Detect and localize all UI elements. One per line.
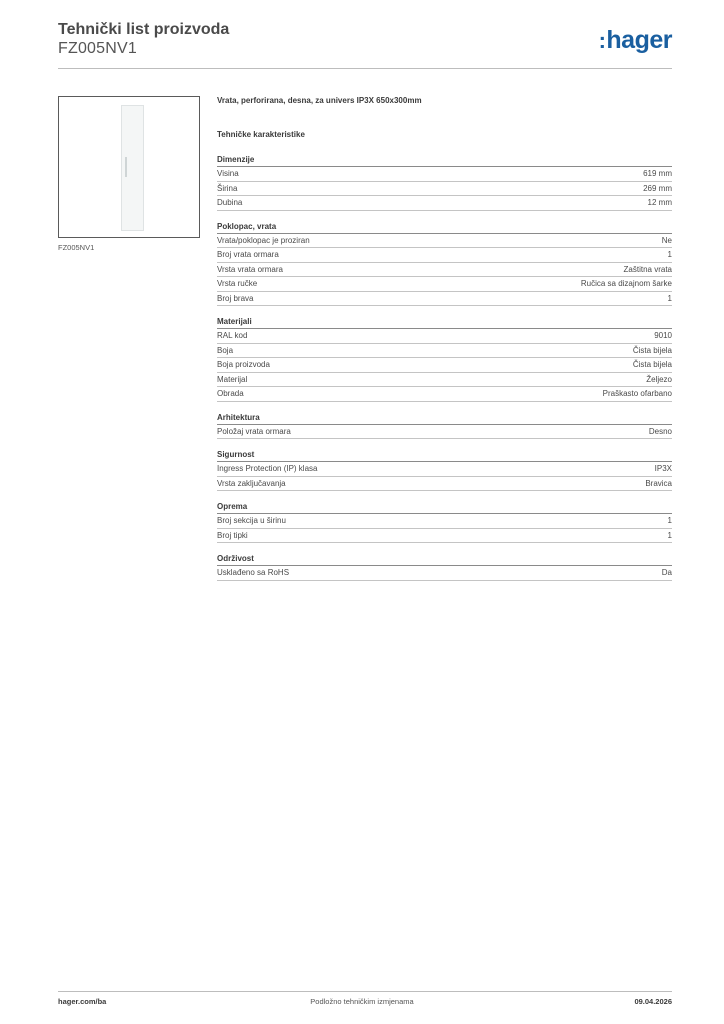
technical-characteristics-heading: Tehničke karakteristike — [217, 130, 305, 139]
product-description: Vrata, perforirana, desna, za univers IP3X 650x300mm — [217, 96, 422, 105]
footer-notice: Podložno tehničkim izmjenama — [310, 997, 414, 1006]
spec-label: Vrata/poklopac je proziran — [217, 235, 310, 245]
section-title: Sigurnost — [217, 449, 672, 462]
product-code: FZ005NV1 — [58, 40, 137, 57]
section-architecture — [217, 412, 672, 440]
spec-label: Boja — [217, 345, 234, 355]
spec-label: Ingress Protection (IP) klasa — [217, 464, 318, 474]
spec-label: Boja proizvoda — [217, 360, 270, 370]
spec-row — [217, 182, 672, 197]
footer-divider — [58, 991, 672, 992]
spec-row — [217, 344, 672, 359]
spec-row — [217, 196, 672, 211]
spec-row — [217, 462, 672, 477]
spec-value: IP3X — [654, 464, 672, 474]
spec-value: 1 — [667, 530, 672, 540]
spec-label: Vrsta vrata ormara — [217, 264, 283, 274]
spec-label: Broj vrata ormara — [217, 250, 279, 260]
spec-value: 1 — [667, 293, 672, 303]
spec-value: Praškasto ofarbano — [602, 389, 672, 399]
spec-label: Broj tipki — [217, 530, 248, 540]
spec-label: RAL kod — [217, 331, 248, 341]
spec-value: Desno — [648, 426, 672, 436]
spec-row — [217, 329, 672, 344]
section-cover-door — [217, 221, 672, 307]
spec-row — [217, 529, 672, 544]
spec-row — [217, 358, 672, 373]
spec-row — [217, 477, 672, 492]
spec-value: 1 — [667, 250, 672, 260]
section-title: Arhitektura — [217, 412, 672, 425]
section-title: Održivost — [217, 553, 672, 566]
section-sustainability — [217, 553, 672, 581]
spec-label: Usklađeno sa RoHS — [217, 568, 290, 578]
page-header — [58, 20, 672, 70]
door-handle-illustration — [125, 157, 127, 177]
section-safety — [217, 449, 672, 491]
spec-row — [217, 248, 672, 263]
spec-value: Čista bijela — [632, 345, 672, 355]
spec-label: Dubina — [217, 198, 243, 208]
section-equipment — [217, 501, 672, 543]
spec-row — [217, 263, 672, 278]
spec-label: Vrsta ručke — [217, 279, 258, 289]
spec-row — [217, 292, 672, 307]
spec-value: Željezo — [646, 374, 672, 384]
spec-row — [217, 514, 672, 529]
spec-value: 12 mm — [647, 198, 672, 208]
spec-label: Položaj vrata ormara — [217, 426, 291, 436]
spec-label: Vrsta zaključavanja — [217, 478, 286, 488]
spec-label: Obrada — [217, 389, 244, 399]
spec-row — [217, 373, 672, 388]
logo-mark: : — [598, 28, 606, 53]
section-materials — [217, 316, 672, 402]
spec-row — [217, 234, 672, 249]
spec-value: 1 — [667, 516, 672, 526]
spec-row — [217, 425, 672, 440]
spec-label: Materijal — [217, 374, 248, 384]
spec-value: Čista bijela — [632, 360, 672, 370]
spec-value: 269 mm — [643, 183, 672, 193]
spec-value: Da — [661, 568, 672, 578]
spec-content — [217, 96, 672, 581]
spec-value: 9010 — [654, 331, 672, 341]
image-caption: FZ005NV1 — [58, 243, 95, 252]
logo-text: hager — [606, 26, 672, 54]
spec-value: Ručica sa dizajnom šarke — [580, 279, 672, 289]
spec-label: Broj brava — [217, 293, 254, 303]
section-title: Poklopac, vrata — [217, 221, 672, 234]
spec-row — [217, 387, 672, 402]
spec-row — [217, 167, 672, 182]
section-title: Oprema — [217, 501, 672, 514]
spec-label: Broj sekcija u širinu — [217, 516, 286, 526]
section-title: Materijali — [217, 316, 672, 329]
hager-logo — [599, 26, 672, 55]
document-title: Tehnički list proizvoda — [58, 21, 230, 38]
product-image — [58, 96, 200, 238]
spec-value: Ne — [661, 235, 672, 245]
section-dimensions — [217, 154, 672, 211]
spec-value: 619 mm — [643, 169, 672, 179]
spec-row — [217, 277, 672, 292]
footer-date: 09.04.2026 — [634, 997, 672, 1006]
spec-value: Zaštitna vrata — [623, 264, 672, 274]
footer-website: hager.com/ba — [58, 997, 107, 1006]
header-divider — [58, 68, 672, 69]
spec-value: Bravica — [645, 478, 672, 488]
section-title: Dimenzije — [217, 154, 672, 167]
spec-label: Visina — [217, 169, 239, 179]
spec-row — [217, 566, 672, 581]
spec-label: Širina — [217, 183, 238, 193]
